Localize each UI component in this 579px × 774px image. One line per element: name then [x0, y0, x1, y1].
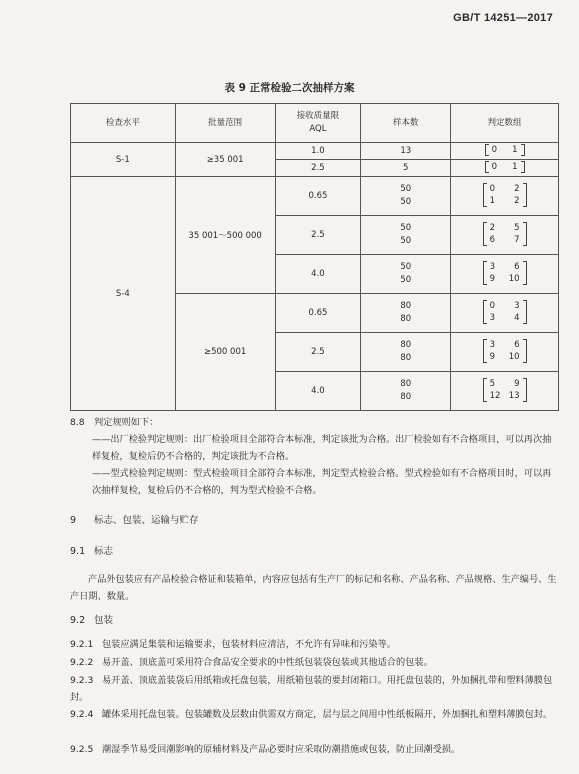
- header-lot-range: 批量范围: [175, 104, 275, 143]
- clause-9-2-1: 9.2.1 包装应满足集装和运输要求，包装材料应清洁，不允许有异味和污染等。: [70, 639, 396, 650]
- cell-range: 35 001～500 000: [175, 177, 275, 294]
- header-aql: 接收质量限 AQL: [275, 104, 361, 143]
- cell-judgement: 3 6 9 10: [451, 333, 559, 372]
- header-sample-size: 样本数: [361, 104, 451, 143]
- cell-judgement: 5 9 12 13: [451, 372, 559, 411]
- clause-9-2-4: 9.2.4 罐体采用托盘包装。包装罐数及层数由供需双方商定，层与层之间用中性纸板隔开，外加捆扎和塑料薄膜包封。: [70, 709, 553, 720]
- clause-9-1-text: 产品外包装应有产品检验合格证和装箱单，内容应包括有生产厂的标记和名称、产品名称、产品规格、生产编号、生产日期、数量。: [70, 574, 557, 602]
- cell-n: 50 50: [361, 216, 451, 255]
- clause-9-2-2: 9.2.2 易开盖、顶底盖可采用符合食品安全要求的中性纸包装袋包装或其他适合的包装。: [70, 657, 433, 668]
- table-row: [71, 177, 559, 216]
- cell-n: 5: [361, 160, 451, 177]
- clause-9-2-3: 9.2.3 易开盖、顶底盖装袋后用纸箱或托盘包装，用纸箱包装的要封闭箱口。用托盘包装的，外加捆扎带和塑料薄膜包封。: [70, 675, 553, 703]
- header-judgement-array: 判定数组: [451, 104, 559, 143]
- cell-aql: 2.5: [275, 160, 361, 177]
- cell-aql: 2.5: [275, 216, 361, 255]
- section-9-1-heading: 9.1 标志: [70, 546, 114, 557]
- table-header-row: [71, 104, 559, 143]
- cell-judgement: 0 1: [451, 143, 559, 160]
- cell-n: 13: [361, 143, 451, 160]
- cell-n: 80 80: [361, 372, 451, 411]
- cell-n: 50 50: [361, 177, 451, 216]
- cell-judgement: 0 2 1 2: [451, 177, 559, 216]
- cell-level: S-1: [71, 143, 176, 177]
- clause-8-8-factory-rule: ——出厂检验判定规则：出厂检验项目全部符合本标准，判定该批为合格。出厂检验如有不合格项目，可以再次抽样复检，复检后仍不合格的，判定该批为不合格。: [92, 434, 552, 462]
- clause-8-8-type-rule: ——型式检验判定规则：型式检验项目全部符合本标准，判定型式检验合格。型式检验如有不合格项目时，可以再次抽样复检，复检后仍不合格的，判为型式检验不合格。: [92, 468, 552, 496]
- cell-aql: 1.0: [275, 143, 361, 160]
- cell-aql: 0.65: [275, 177, 361, 216]
- cell-judgement: 3 6 9 10: [451, 255, 559, 294]
- table-title: 表 9 正常检验二次抽样方案: [224, 82, 355, 94]
- cell-n: 50 50: [361, 255, 451, 294]
- section-9-2-heading: 9.2 包装: [70, 615, 114, 626]
- cell-aql: 2.5: [275, 333, 361, 372]
- cell-n: 80 80: [361, 333, 451, 372]
- clause-8-8: 8.8 判定规则如下：: [70, 417, 159, 428]
- cell-judgement: 2 5 6 7: [451, 216, 559, 255]
- cell-aql: 0.65: [275, 294, 361, 333]
- cell-range: ≥35 001: [175, 143, 275, 177]
- standard-code: GB/T 14251—2017: [453, 12, 553, 24]
- cell-judgement: 0 1: [451, 160, 559, 177]
- cell-aql: 4.0: [275, 372, 361, 411]
- clause-9-2-5: 9.2.5 潮湿季节易受回潮影响的原辅材料及产品必要时应采取防潮措施或包装，防止回潮受损。: [70, 744, 461, 755]
- cell-level: S-4: [71, 177, 176, 411]
- cell-n: 80 80: [361, 294, 451, 333]
- cell-aql: 4.0: [275, 255, 361, 294]
- header-inspection-level: 检查水平: [71, 104, 176, 143]
- sampling-plan-table: [70, 103, 559, 411]
- cell-judgement: 0 3 3 4: [451, 294, 559, 333]
- cell-range: ≥500 001: [175, 294, 275, 411]
- section-9-heading: 9 标志、包装、运输与贮存: [70, 515, 199, 526]
- table-row: [71, 143, 559, 160]
